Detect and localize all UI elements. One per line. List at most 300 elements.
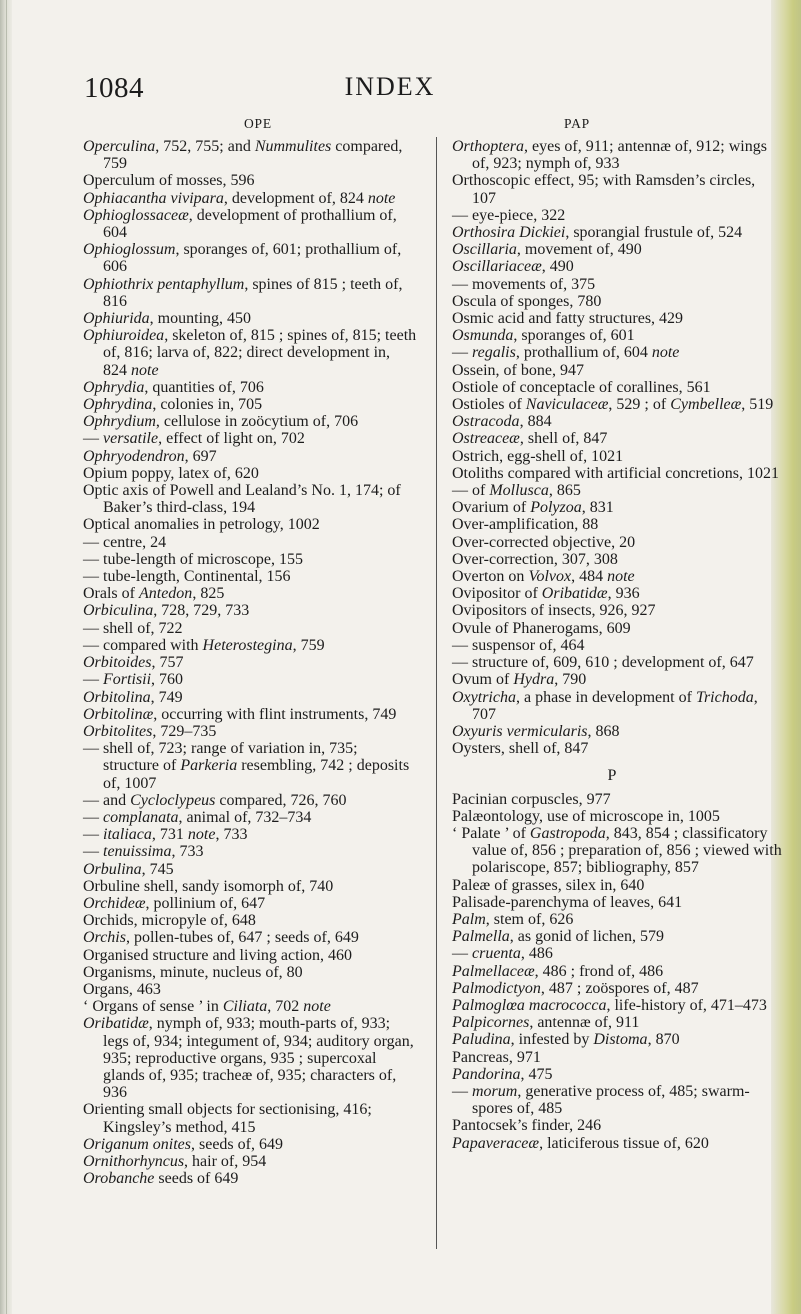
index-entry <box>83 998 417 1015</box>
entry-text: , spines of 815 ; teeth of, 816 <box>103 275 403 310</box>
entry-text: , colonies in, 705 <box>152 396 263 414</box>
index-entry <box>452 1049 782 1066</box>
entry-italic-text: Mollusca <box>489 482 549 500</box>
index-entry <box>83 1170 417 1187</box>
entry-italic-text: tenuissima <box>103 843 172 861</box>
entry-italic-text: Ophiuroidea <box>83 327 165 345</box>
index-entry <box>83 413 417 430</box>
entry-italic-text: Parkeria <box>180 757 238 775</box>
index-entry <box>83 1153 417 1170</box>
entry-italic-text: Cymbelleæ <box>670 396 742 414</box>
right-index-column <box>452 138 782 1152</box>
entry-text: , pollinium of, 647 <box>145 894 266 912</box>
index-entry <box>452 1083 782 1117</box>
index-entry <box>452 344 782 361</box>
entry-text: — structure of, 609, 610 ; development of, 647 <box>452 654 754 672</box>
entry-italic-text: Ophiacantha vivipara <box>83 189 224 207</box>
index-entry <box>452 620 782 637</box>
entry-text: , skeleton of, 815 ; spines of, 815; teeth of, 816; larva of, 822; direct development in, 824 <box>103 327 417 379</box>
index-entry <box>452 911 782 928</box>
entry-text: , effect of light on, 702 <box>158 430 305 448</box>
entry-text: , development of, 824 <box>223 189 368 207</box>
entry-text: , 731 <box>151 826 188 844</box>
entry-italic-text: Orthoptera <box>452 138 524 155</box>
index-entry <box>83 981 417 998</box>
index-entry <box>452 894 782 911</box>
entry-italic-text: note <box>187 826 216 844</box>
entry-italic-text: Origanum onites <box>83 1135 191 1153</box>
entry-text: — centre, 24 <box>83 533 167 551</box>
index-entry <box>452 791 782 808</box>
entry-italic-text: Ostreaceæ <box>452 430 520 448</box>
index-entry <box>452 1014 782 1031</box>
entry-text: Palæontology, use of microscope in, 1005 <box>452 807 720 825</box>
entry-italic-text: Distoma <box>593 1031 648 1049</box>
entry-text: , 729–735 <box>152 722 217 740</box>
entry-text: , sporangial frustule of, 524 <box>565 224 743 242</box>
entry-text: Oysters, shell of, 847 <box>452 740 589 758</box>
entry-text: , 843, 854 ; classificatory value of, 856 ; preparation of, 856 ; viewed with polariscope, 857; bibliography, 857 <box>472 824 782 877</box>
entry-text: Ossein, of bone, 947 <box>452 361 584 379</box>
entry-italic-text: Oribatidæ <box>541 585 608 603</box>
entry-text: Operculum of mosses, 596 <box>83 172 255 190</box>
index-entry <box>83 1015 417 1101</box>
entry-text: — eye-piece, 322 <box>452 206 566 224</box>
right-index-entries-o <box>452 138 782 757</box>
entry-text: , stem of, 626 <box>485 910 574 928</box>
entry-text: — <box>452 945 472 963</box>
entry-text: Ovipositors of insects, 926, 927 <box>452 602 656 620</box>
entry-text: , 760 <box>151 671 184 689</box>
index-entry <box>452 740 782 757</box>
index-entry <box>83 809 417 826</box>
entry-text: , antennæ of, 911 <box>529 1014 640 1032</box>
entry-text: — shell of, 723; range of variation in, 735; structure of <box>83 740 358 775</box>
entry-italic-text: Ophrydia <box>83 378 145 396</box>
entry-italic-text: Operculina <box>83 138 156 155</box>
entry-text: ‘ Organs of sense ’ in <box>83 998 223 1016</box>
section-letter-heading: P <box>607 767 617 785</box>
entry-text: — tube-length, Continental, 156 <box>83 568 291 586</box>
entry-italic-text: Antedon <box>138 585 193 603</box>
index-entry <box>83 190 417 207</box>
index-entry <box>83 465 417 482</box>
column-divider <box>436 137 437 1249</box>
entry-italic-text: Palmella <box>452 928 510 946</box>
entry-text: — compared with <box>83 636 203 654</box>
index-entry <box>83 551 417 568</box>
index-entry <box>83 654 417 671</box>
entry-text: Pantocsek’s finder, 246 <box>452 1117 602 1135</box>
entry-italic-text: Orbiculina <box>83 602 154 620</box>
entry-text: Pacinian corpuscles, 977 <box>452 790 611 808</box>
index-entry <box>83 327 417 379</box>
entry-text: Opium poppy, latex of, 620 <box>83 464 259 482</box>
entry-italic-text: note <box>303 998 331 1016</box>
entry-text: Over-amplification, 88 <box>452 516 599 534</box>
entry-text: , sporanges of, 601; prothallium of, 606 <box>103 241 402 276</box>
index-entry <box>452 963 782 980</box>
entry-italic-text: Oribatidæ <box>83 1015 149 1033</box>
entry-text: — and <box>83 791 131 809</box>
index-entry <box>452 327 782 344</box>
entry-italic-text: morum <box>472 1082 518 1100</box>
entry-italic-text: Heterostegina <box>202 636 293 654</box>
index-entry <box>452 723 782 740</box>
entry-text: — <box>83 430 103 448</box>
entry-text: Ovule of Phanerogams, 609 <box>452 619 631 637</box>
entry-italic-text: Fortisii <box>103 671 152 689</box>
entry-text: , hair of, 954 <box>184 1152 267 1170</box>
entry-text: , 697 <box>184 447 217 465</box>
index-entry <box>452 482 782 499</box>
entry-text: Otoliths compared with artificial concretions, 1021 <box>452 464 780 482</box>
index-entry <box>83 740 417 792</box>
index-entry <box>452 568 782 585</box>
index-entry <box>452 877 782 894</box>
entry-text: , 868 <box>587 722 620 740</box>
index-entry <box>83 568 417 585</box>
entry-text: , cellulose in zoöcytium of, 706 <box>155 413 359 431</box>
entry-italic-text: note <box>131 361 159 379</box>
entry-text: Orchids, micropyle of, 648 <box>83 912 256 930</box>
index-entry <box>83 585 417 602</box>
entry-italic-text: Oxytricha <box>452 688 516 706</box>
entry-text: Ovum of <box>452 671 514 689</box>
running-title: INDEX <box>344 72 436 101</box>
entry-text: compared, 759 <box>103 138 403 173</box>
index-entry <box>83 878 417 895</box>
entry-text: Organisms, minute, nucleus of, 80 <box>83 963 303 981</box>
index-entry <box>452 310 782 327</box>
entry-text: Paleæ of grasses, silex in, 640 <box>452 876 645 894</box>
index-entry <box>452 1066 782 1083</box>
entry-text: Organs, 463 <box>83 980 161 998</box>
index-entry <box>83 207 417 241</box>
entry-italic-text: complanata <box>103 808 179 826</box>
index-entry <box>83 534 417 551</box>
index-entry <box>83 912 417 929</box>
index-entry <box>452 534 782 551</box>
index-entry <box>83 138 417 172</box>
entry-text: , 825 <box>192 585 225 603</box>
entry-italic-text: Ostracoda <box>452 413 520 431</box>
index-entry <box>83 689 417 706</box>
entry-italic-text: Trichoda <box>695 688 754 706</box>
entry-text: , life-history of, 471–473 <box>606 996 767 1014</box>
index-entry <box>452 1117 782 1134</box>
index-entry <box>83 723 417 740</box>
entry-text: resembling, 742 ; deposits of, 1007 <box>103 757 410 792</box>
entry-italic-text: cruenta <box>472 945 521 963</box>
index-entry <box>452 825 782 877</box>
entry-text: — suspensor of, 464 <box>452 636 585 654</box>
entry-text: — <box>83 671 103 689</box>
index-entry <box>83 929 417 946</box>
entry-italic-text: Cycloclypeus <box>130 791 216 809</box>
index-entry <box>452 654 782 671</box>
right-column-guide-word: PAP <box>564 116 590 131</box>
index-entry <box>83 1136 417 1153</box>
entry-text: seeds of 649 <box>154 1170 239 1188</box>
entry-text: — tube-length of microscope, 155 <box>83 550 303 568</box>
page-number: 1084 <box>84 72 144 104</box>
entry-italic-text: Papaveraceæ <box>452 1134 540 1152</box>
page-header <box>84 72 696 106</box>
index-entry <box>452 172 782 206</box>
entry-text: Ostiole of conceptacle of corallines, 561 <box>452 378 711 396</box>
index-entry <box>452 499 782 516</box>
index-entry <box>452 808 782 825</box>
entry-italic-text: Oscillaria <box>452 241 517 259</box>
entry-text: — <box>452 344 472 362</box>
entry-text: ‘ Palate ’ of <box>452 824 530 842</box>
entry-text: , 529 ; of <box>608 396 671 414</box>
index-entry <box>452 207 782 224</box>
entry-italic-text: Ophiothrix pentaphyllum <box>83 275 245 293</box>
entry-text: , 790 <box>554 671 587 689</box>
entry-text: , prothallium of, 604 <box>515 344 652 362</box>
entry-italic-text: Paludina <box>452 1031 511 1049</box>
entry-italic-text: Pandorina <box>452 1065 521 1083</box>
index-entry <box>452 585 782 602</box>
entry-italic-text: Ophioglossaceæ <box>83 206 189 224</box>
entry-text: , 831 <box>581 499 614 517</box>
index-entry <box>452 379 782 396</box>
index-entry <box>452 671 782 688</box>
entry-italic-text: Ophrydium <box>83 413 156 431</box>
index-entry <box>83 276 417 310</box>
entry-text: Palisade-parenchyma of leaves, 641 <box>452 893 683 911</box>
left-index-column <box>83 138 417 1187</box>
index-entry <box>452 276 782 293</box>
entry-italic-text: Ciliata <box>222 998 268 1016</box>
index-entry <box>452 637 782 654</box>
scan-left-edge <box>0 0 12 1314</box>
entry-text: , quantities of, 706 <box>144 378 264 396</box>
entry-text: Orbuline shell, sandy isomorph of, 740 <box>83 877 334 895</box>
entry-text: Ostrich, egg-shell of, 1021 <box>452 447 624 465</box>
entry-italic-text: Polyzoa <box>530 499 582 517</box>
index-entry <box>83 861 417 878</box>
entry-italic-text: Orobanche <box>83 1170 155 1188</box>
entry-text: compared, 726, 760 <box>215 791 347 809</box>
entry-text: , sporanges of, 601 <box>513 327 635 345</box>
entry-italic-text: Orbitoides <box>83 654 152 672</box>
entry-italic-text: Palmodictyon <box>452 979 541 997</box>
entry-italic-text: Orbitolinæ <box>83 705 154 723</box>
entry-text: , shell of, 847 <box>519 430 608 448</box>
entry-text: Orienting small objects for sectionising, 416; Kingsley’s method, 415 <box>83 1101 372 1136</box>
index-entry <box>83 396 417 413</box>
entry-text: , pollen-tubes of, 647 ; seeds of, 649 <box>125 929 359 947</box>
index-entry <box>452 241 782 258</box>
entry-text: , 487 ; zoöspores of, 487 <box>540 979 699 997</box>
entry-italic-text: Osmunda <box>452 327 514 345</box>
entry-italic-text: Palpicornes <box>452 1014 530 1032</box>
index-entry <box>452 689 782 723</box>
entry-italic-text: Oxyuris vermicularis <box>452 722 588 740</box>
entry-text: , 486 <box>520 945 553 963</box>
index-entry <box>452 928 782 945</box>
entry-italic-text: Naviculaceæ <box>525 396 609 414</box>
entry-text: , 733 <box>171 843 204 861</box>
entry-text: , 752, 755; and <box>155 138 255 155</box>
entry-text: , 865 <box>548 482 581 500</box>
entry-text: — <box>452 1082 472 1100</box>
index-entry <box>452 551 782 568</box>
index-entry <box>452 293 782 310</box>
entry-text: — <box>83 808 103 826</box>
entry-text: , 749 <box>150 688 183 706</box>
entry-text: , development of prothallium of, 604 <box>103 206 397 242</box>
index-entry <box>83 706 417 723</box>
entry-italic-text: Orchis <box>83 929 126 947</box>
index-entry <box>83 792 417 809</box>
left-column-guide-word: OPE <box>244 116 272 131</box>
index-entry <box>452 1135 782 1152</box>
entry-italic-text: Volvox <box>528 568 572 586</box>
entry-text: , 870 <box>647 1031 680 1049</box>
entry-text: , as gonid of lichen, 579 <box>509 928 664 946</box>
entry-italic-text: Palm <box>452 910 486 928</box>
entry-italic-text: note <box>651 344 680 362</box>
entry-text: , 490 <box>541 258 574 276</box>
entry-text: , 936 <box>607 585 640 603</box>
entry-italic-text: Ophryodendron <box>83 447 185 465</box>
index-entry <box>83 172 417 189</box>
index-entry <box>452 1031 782 1048</box>
index-entry <box>452 945 782 962</box>
entry-italic-text: Oscillariaceæ <box>452 258 542 276</box>
entry-text: Optic axis of Powell and Lealand’s No. 1, 174; of Baker’s third-class, 194 <box>83 482 401 517</box>
entry-text: — of <box>452 482 490 500</box>
entry-text: , infested by <box>510 1031 594 1049</box>
entry-text: , 702 <box>267 998 304 1016</box>
entry-text: , nymph of, 933; mouth-parts of, 933; legs of, 934; integument of, 934; auditory organ, 935; reproductive organs, 935 ; supercoxal glands of, 935; tracheæ of, 935; characters of, 936 <box>103 1015 414 1102</box>
index-entry <box>83 826 417 843</box>
index-entry <box>452 602 782 619</box>
index-entry <box>83 637 417 654</box>
index-entry <box>452 362 782 379</box>
entry-text: , 733 <box>215 826 248 844</box>
entry-italic-text: Ophrydina <box>83 396 153 414</box>
entry-text: Osmic acid and fatty structures, 429 <box>452 310 684 328</box>
index-entry <box>452 224 782 241</box>
index-entry <box>83 1101 417 1135</box>
entry-text: Ostioles of <box>452 396 526 414</box>
index-entry <box>452 413 782 430</box>
index-entry <box>83 241 417 275</box>
entry-italic-text: Orbitolites <box>83 722 153 740</box>
entry-text: Pancreas, 971 <box>452 1048 541 1066</box>
index-entry <box>452 980 782 997</box>
entry-text: Orals of <box>83 585 139 603</box>
index-entry <box>83 448 417 465</box>
entry-italic-text: regalis <box>472 344 516 362</box>
entry-text: , 519 <box>741 396 774 414</box>
index-entry <box>83 895 417 912</box>
entry-text: , generative process of, 485; swarm-spores of, 485 <box>472 1082 750 1118</box>
entry-italic-text: Orchideæ <box>83 894 146 912</box>
entry-italic-text: Ophiurida <box>83 310 150 328</box>
index-entry <box>452 258 782 275</box>
entry-italic-text: note <box>607 568 635 586</box>
entry-italic-text: Nummulites <box>254 138 332 155</box>
entry-text: , occurring with flint instruments, 749 <box>153 705 397 723</box>
entry-text: — <box>83 826 103 844</box>
entry-italic-text: Orbitolina <box>83 688 151 706</box>
entry-italic-text: italiaca <box>103 826 152 844</box>
entry-text: Orthoscopic effect, 95; with Ramsden’s circles, 107 <box>452 172 756 207</box>
entry-text: , 484 <box>571 568 608 586</box>
index-entry <box>452 997 782 1014</box>
index-entry <box>83 671 417 688</box>
index-entry <box>452 396 782 413</box>
entry-text: , laticiferous tissue of, 620 <box>539 1134 709 1152</box>
entry-text: Ovarium of <box>452 499 531 517</box>
index-entry <box>83 430 417 447</box>
entry-italic-text: Ophioglossum <box>83 241 176 259</box>
entry-italic-text: Ornithorhyncus <box>83 1152 185 1170</box>
entry-italic-text: Palmellaceæ <box>452 962 535 980</box>
index-entry <box>83 620 417 637</box>
entry-text: — <box>83 843 103 861</box>
index-entry <box>452 516 782 533</box>
entry-text: Over-correction, 307, 308 <box>452 550 618 568</box>
entry-text: , animal of, 732–734 <box>178 808 312 826</box>
entry-italic-text: Orbulina <box>83 860 142 878</box>
index-entry <box>83 964 417 981</box>
entry-text: , 486 ; frond of, 486 <box>534 962 664 980</box>
entry-text: , movement of, 490 <box>516 241 642 259</box>
entry-text: , mounting, 450 <box>149 310 252 328</box>
entry-text: — movements of, 375 <box>452 275 596 293</box>
index-entry <box>452 448 782 465</box>
entry-italic-text: versatile <box>103 430 159 448</box>
entry-text: Oscula of sponges, 780 <box>452 292 602 310</box>
entry-text: , 475 <box>520 1065 553 1083</box>
index-entry <box>452 138 782 172</box>
entry-text: Overton on <box>452 568 529 586</box>
index-entry <box>83 947 417 964</box>
index-entry <box>83 379 417 396</box>
entry-italic-text: note <box>367 189 396 207</box>
entry-text: , 745 <box>141 860 174 878</box>
index-entry <box>83 482 417 516</box>
index-entry <box>83 516 417 533</box>
entry-italic-text: Gastropoda <box>529 824 606 842</box>
index-entry <box>452 430 782 447</box>
entry-text: , 884 <box>519 413 552 431</box>
index-entry <box>83 310 417 327</box>
entry-italic-text: Palmoglœa macrococca <box>452 996 607 1014</box>
entry-text: Organised structure and living action, 460 <box>83 946 352 964</box>
entry-text: , eyes of, 911; antennæ of, 912; wings of, 923; nymph of, 933 <box>472 138 767 173</box>
index-entry <box>83 602 417 619</box>
entry-text: , a phase in development of <box>515 688 696 706</box>
entry-text: Over-corrected objective, 20 <box>452 533 636 551</box>
right-index-entries-p <box>452 791 782 1152</box>
index-entry <box>83 843 417 860</box>
entry-text: , 728, 729, 733 <box>153 602 250 620</box>
index-entry <box>452 465 782 482</box>
entry-text: — shell of, 722 <box>83 619 183 637</box>
entry-text: , 707 <box>472 688 758 723</box>
entry-text: , 757 <box>151 654 184 672</box>
entry-text: Optical anomalies in petrology, 1002 <box>83 516 320 534</box>
entry-text: Ovipositor of <box>452 585 542 603</box>
